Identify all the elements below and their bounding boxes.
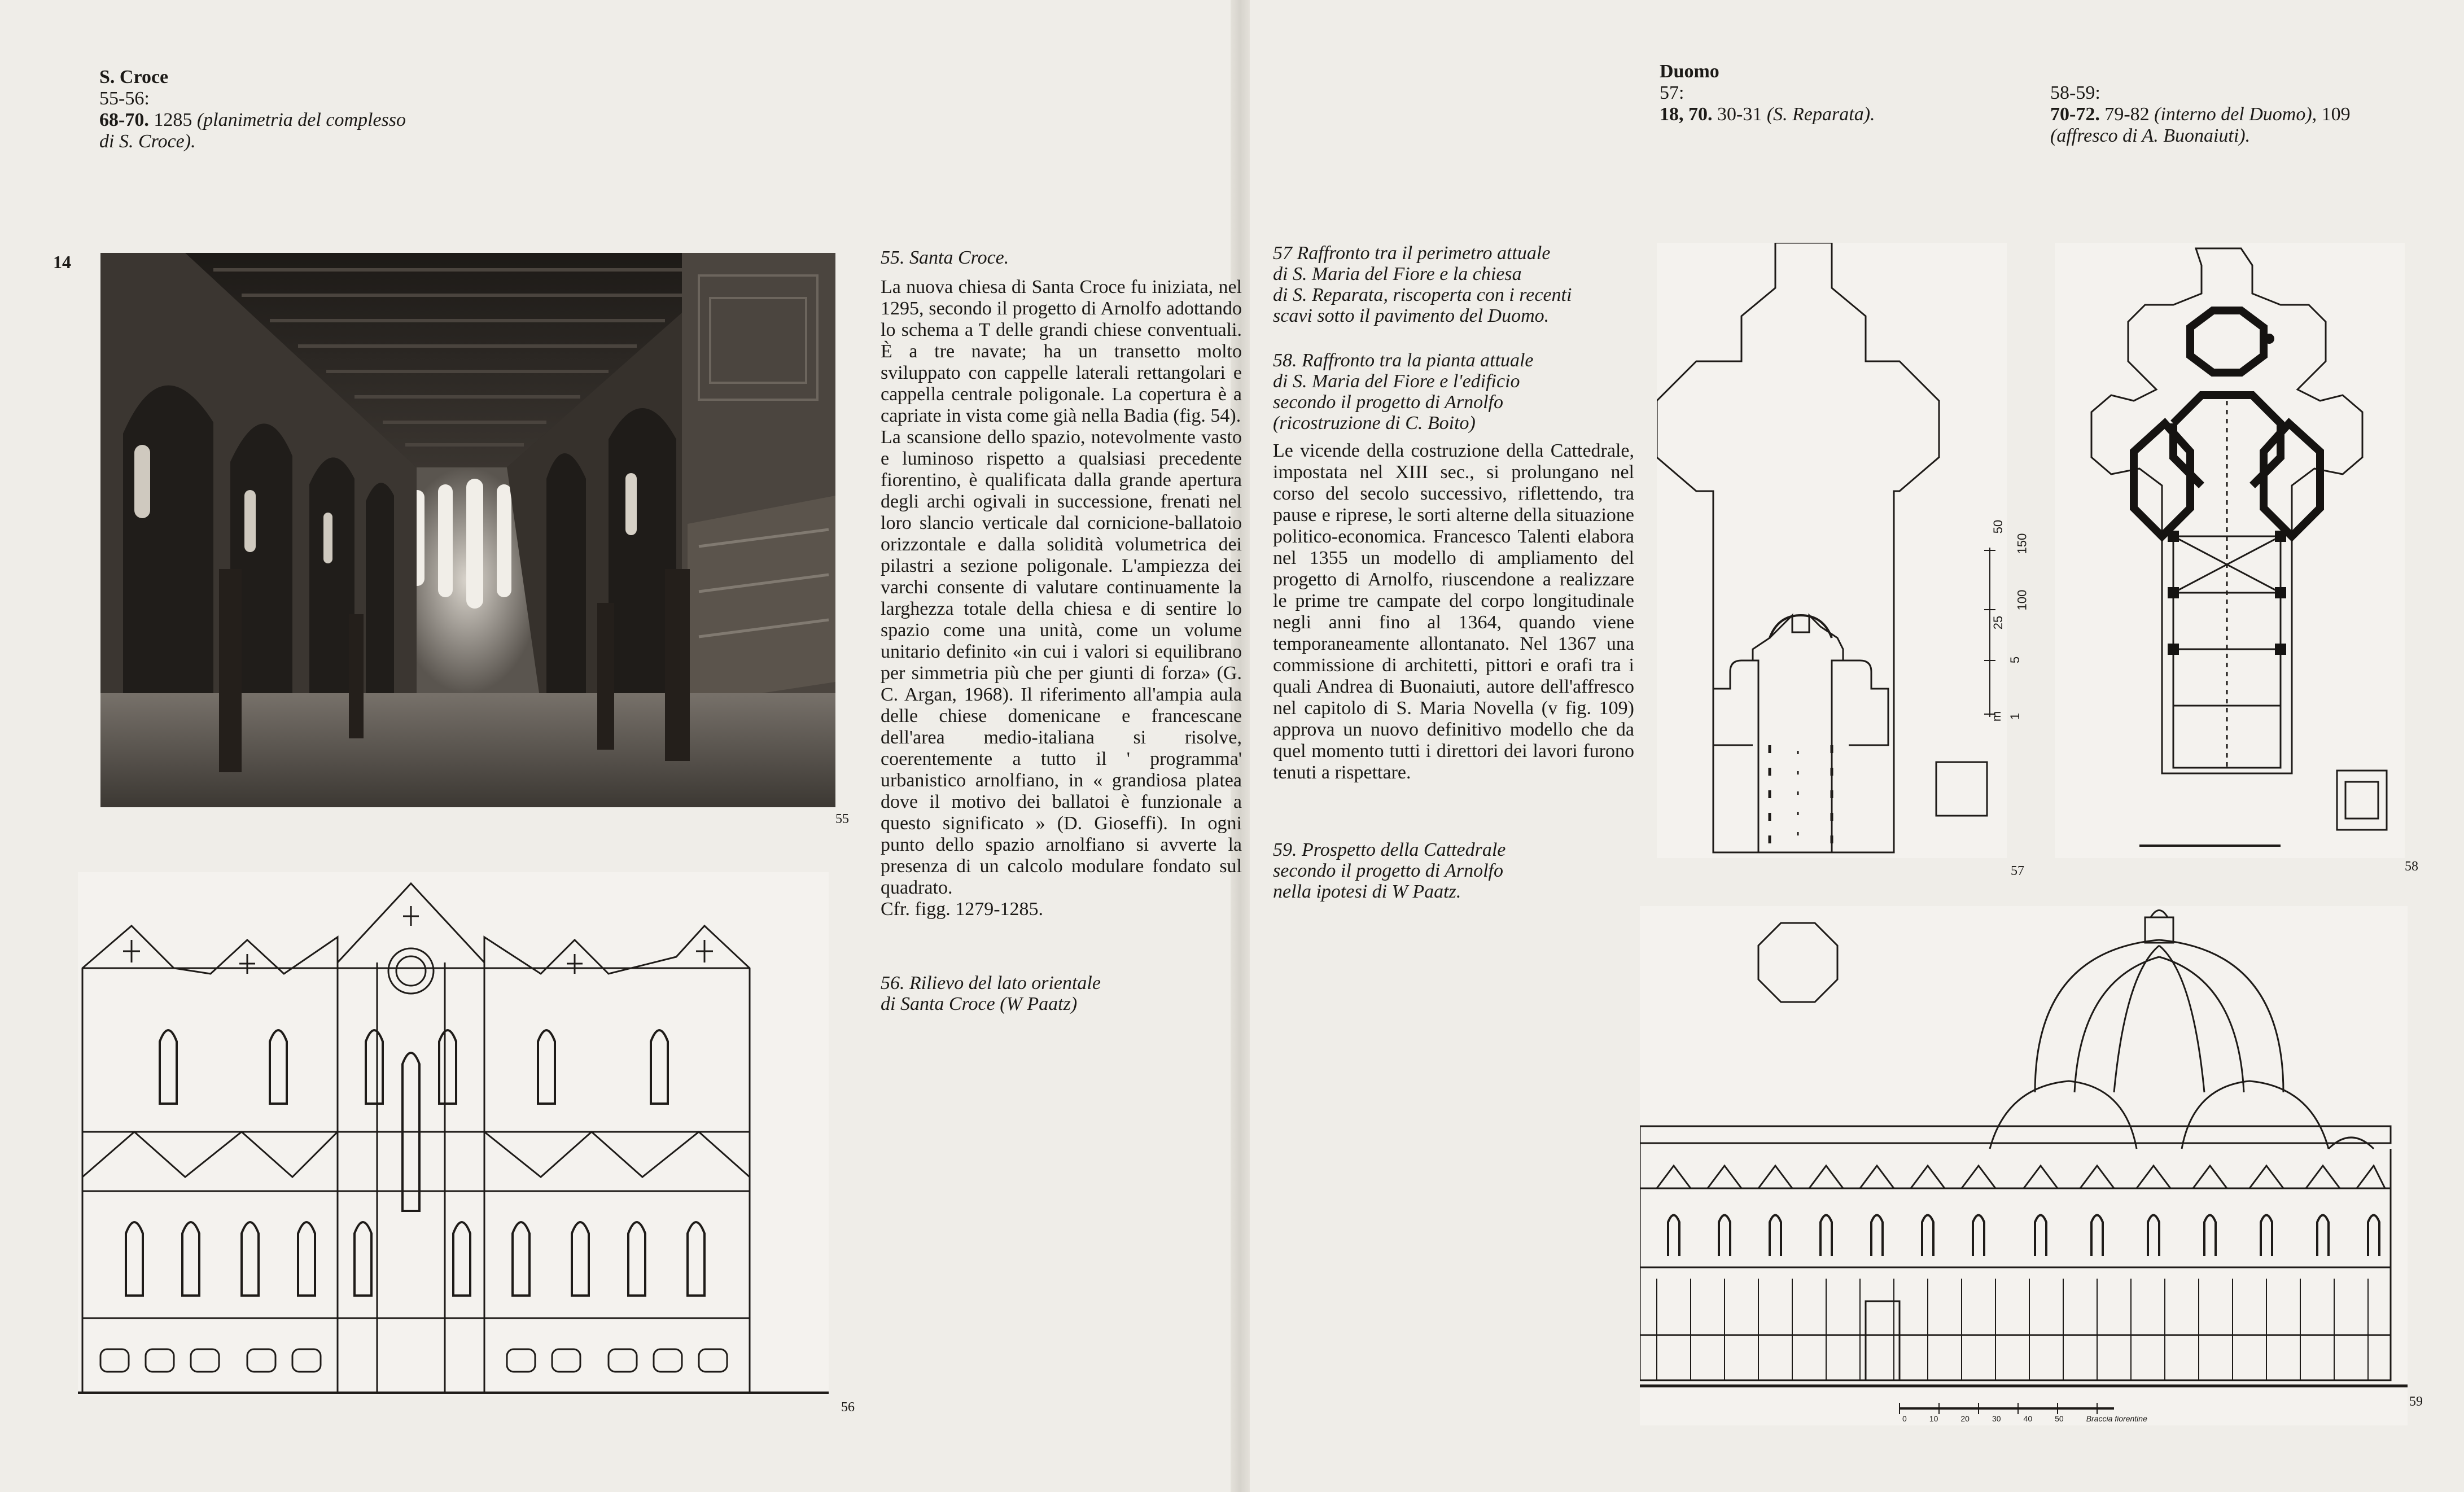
caption-58-line-1: 58. Raffronto tra la pianta attuale xyxy=(1273,350,1534,371)
santa-croce-paragraph-2: La scansione dello spazio, notevolmente vasto e luminoso rispetto a qualsiasi precedente fiorentino, è qualificata dalla grande apertura degli archi ogivali in successione, frenati nel loro slancio verticale dal cornicione-ballatoio orizzontale e dalla solidità volumetrica dei pilastri a sezione poligonale. L'ampiezza dei varchi consente di valutare continuamente la larghezza totale della chiesa e di sentire lo spazio come una unità, come un volume unitario definito «in cui i valori si equilibrano per simmetria più che per giunti di forza» (G. C. Argan, 1968). Il riferimento all'ampia aula delle chiese domenicane e francescane dell'area medio-italiana si risolve, coerentemente a tutto il ' programma' urbanistico arnolfiano, in « grandiosa platea dove il motivo dei ballatoi è funzionale a questo significato » (D. Gioseffi). In ogni punto dello spazio arnolfiano si avverte la presenza di un calcolo modulare fondato sul quadrato. xyxy=(881,427,1242,898)
left-header-line4: di S. Croce). xyxy=(99,131,196,152)
bottom-scale-30: 30 xyxy=(1992,1414,2001,1423)
santa-croce-text xyxy=(881,277,1242,920)
figure-56-elevation-drawing xyxy=(78,872,829,1395)
bottom-scale-50: 50 xyxy=(2055,1414,2064,1423)
right-header-right-tail: 109 xyxy=(2321,104,2351,125)
right-header-right-note: (interno del Duomo), xyxy=(2154,104,2317,125)
caption-58-line-4: (ricostruzione di C. Boito) xyxy=(1273,413,1476,434)
caption-56 xyxy=(881,973,1242,1014)
left-header xyxy=(99,67,494,152)
figure-59-elevation-drawing xyxy=(1640,906,2408,1425)
figure-55-photo xyxy=(100,253,835,807)
caption-56-line-2: di Santa Croce (W Paatz) xyxy=(881,994,1078,1014)
left-header-title: S. Croce xyxy=(99,67,169,87)
right-header-right-line3: (affresco di A. Buonaiuti). xyxy=(2050,125,2251,146)
caption-59-line-3: nella ipotesi di W Paatz. xyxy=(1273,881,1461,902)
scale-label-5: 5 xyxy=(2008,656,2023,664)
bottom-scale-0: 0 xyxy=(1902,1414,1907,1423)
page-number: 14 xyxy=(53,252,71,272)
figure-56-number: 56 xyxy=(841,1400,855,1415)
caption-57-line-1: 57 Raffronto tra il perimetro attuale xyxy=(1273,243,1551,264)
figure-59-scale-labels xyxy=(1902,1414,2162,1423)
scale-label-100: 100 xyxy=(2015,589,2029,611)
scale-label-m: m xyxy=(1989,711,2004,722)
caption-57 xyxy=(1273,243,1634,326)
caption-55: 55. Santa Croce. xyxy=(881,247,1009,268)
figure-55-number: 55 xyxy=(835,812,849,826)
right-header-ref: 18, 70. xyxy=(1660,104,1713,125)
right-header-left xyxy=(1660,61,2055,125)
scale-label-50: 50 xyxy=(1991,519,2006,534)
caption-58 xyxy=(1273,350,1634,434)
figure-58-plan xyxy=(2055,243,2405,858)
left-header-line2: 55-56: xyxy=(99,88,150,109)
caption-59 xyxy=(1273,839,1634,902)
scale-label-150: 150 xyxy=(2015,533,2029,554)
scale-label-25: 25 xyxy=(1991,615,2006,630)
santa-croce-paragraph-1: La nuova chiesa di Santa Croce fu iniziata, nel 1295, secondo il progetto di Arnolfo adottando lo schema a T delle grandi chiese conventuali. È a tre navate; ha un transetto molto sviluppato con cappelle laterali rettangolari e cappella centrale poligonale. La copertura è a capriate in vista come già nella Badia (fig. 54). xyxy=(881,277,1242,426)
figure-58-number: 58 xyxy=(2405,859,2418,874)
right-header-line2: 57: xyxy=(1660,82,1684,103)
santa-croce-paragraph-3: Cfr. figg. 1279-1285. xyxy=(881,899,1044,920)
right-header-pages: 30-31 xyxy=(1717,104,1762,125)
left-header-ref: 68-70. xyxy=(99,110,149,130)
duomo-text: Le vicende della costruzione della Cattedrale, impostata nel XIII sec., si prolungano nel corso del secolo successivo, riflettendo, tra pause e riprese, le sorti alterne della situazione politico-economica. Francesco Talenti elabora nel 1355 un modello di ampliamento del progetto di Arnolfo, riuscendone a realizzare le prime tre campate del corpo longitudinale negli anni fino al 1364, quando viene temporaneamente allontanato. Nel 1367 una commissione di architetti, pittori e orafi tra i quali Andrea di Buonaiuti, autore dell'affresco nel capitolo di S. Maria Novella (v fig. 109) approva un nuovo definitivo modello che da quel momento tutti i direttori dei lavori furono tenuti a rispettare. xyxy=(1273,440,1634,783)
figure-59-number: 59 xyxy=(2409,1394,2423,1409)
figure-57-scale xyxy=(1986,519,2031,723)
caption-59-line-2: secondo il progetto di Arnolfo xyxy=(1273,860,1503,881)
scale-label-1: 1 xyxy=(2008,712,2023,720)
right-header-note: (S. Reparata). xyxy=(1766,104,1875,125)
bottom-scale-40: 40 xyxy=(2023,1414,2033,1423)
figure-57-number: 57 xyxy=(2011,864,2024,878)
caption-59-line-1: 59. Prospetto della Cattedrale xyxy=(1273,839,1506,860)
caption-58-line-3: secondo il progetto di Arnolfo xyxy=(1273,392,1503,413)
bottom-scale-20: 20 xyxy=(1960,1414,1970,1423)
caption-56-line-1: 56. Rilievo del lato orientale xyxy=(881,973,1101,994)
caption-57-line-3: di S. Reparata, riscoperta con i recenti xyxy=(1273,285,1572,305)
bottom-scale-10: 10 xyxy=(1929,1414,1938,1423)
left-header-note: (planimetria del complesso xyxy=(196,110,406,130)
caption-57-line-4: scavi sotto il pavimento del Duomo. xyxy=(1273,305,1550,326)
caption-58-line-2: di S. Maria del Fiore e l'edificio xyxy=(1273,371,1520,392)
right-header-right-pages: 79-82 xyxy=(2104,104,2150,125)
bottom-scale-unit: Braccia fiorentine xyxy=(2086,1414,2147,1423)
left-header-year: 1285 xyxy=(154,110,192,130)
figure-57-plan xyxy=(1657,243,2007,858)
right-header-right-line1: 58-59: xyxy=(2050,82,2100,103)
caption-57-line-2: di S. Maria del Fiore e la chiesa xyxy=(1273,264,1522,285)
right-header-right xyxy=(2050,82,2445,147)
right-header-title: Duomo xyxy=(1660,61,1719,82)
right-header-right-ref: 70-72. xyxy=(2050,104,2100,125)
